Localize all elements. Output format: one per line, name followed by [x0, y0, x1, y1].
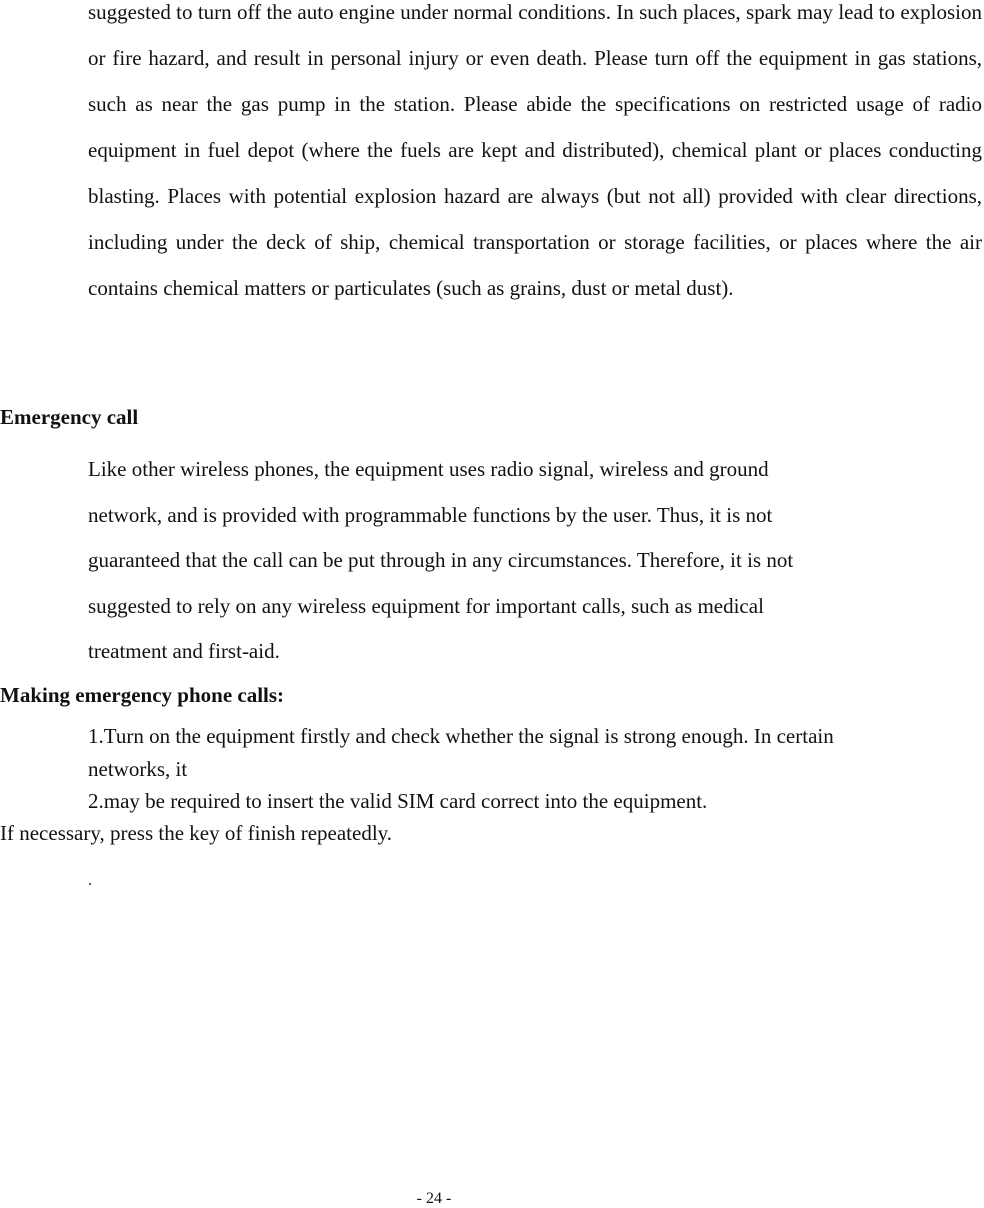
step-1-line: 1.Turn on the equipment firstly and check whether the signal is strong enough. In certain [88, 724, 834, 748]
emergency-line: Like other wireless phones, the equipment uses radio signal, wireless and ground [88, 457, 769, 481]
emergency-call-heading: Emergency call [0, 405, 139, 429]
trailing-dot: . [88, 872, 92, 889]
making-emergency-calls-heading: Making emergency phone calls: [0, 683, 285, 707]
page-number: - 24 - [416, 1190, 452, 1207]
emergency-line: treatment and first-aid. [88, 639, 280, 663]
finish-note: If necessary, press the key of finish repeatedly. [0, 821, 393, 845]
emergency-line: guaranteed that the call can be put through in any circumstances. Therefore, it is not [88, 548, 794, 572]
step-2-line: 2.may be required to insert the valid SIM card correct into the equipment. [88, 789, 708, 813]
emergency-line: suggested to rely on any wireless equipment for important calls, such as medical [88, 593, 764, 618]
continuation-paragraph: suggested to turn off the auto engine under normal conditions. In such places, spark may lead to explosion or fire hazard, and result in personal injury or even death. Please turn off the equipment in gas stations, such as near the gas pump in the station. Please abide the specifications on restricted usage of radio equipment in fuel depot (where the fuels are kept and distributed), chemical plant or places conducting blasting. Places with potential explosion hazard are always (but not all) provided with clear directions, including under the deck of ship, chemical transportation or storage facilities, or places where the air contains chemical matters or particulates (such as grains, dust or metal dust). [88, 0, 982, 300]
emergency-call-paragraph [88, 447, 982, 675]
step-1-continuation: networks, it [88, 757, 188, 781]
emergency-line: network, and is provided with programmable functions by the user. Thus, it is not [88, 502, 773, 527]
